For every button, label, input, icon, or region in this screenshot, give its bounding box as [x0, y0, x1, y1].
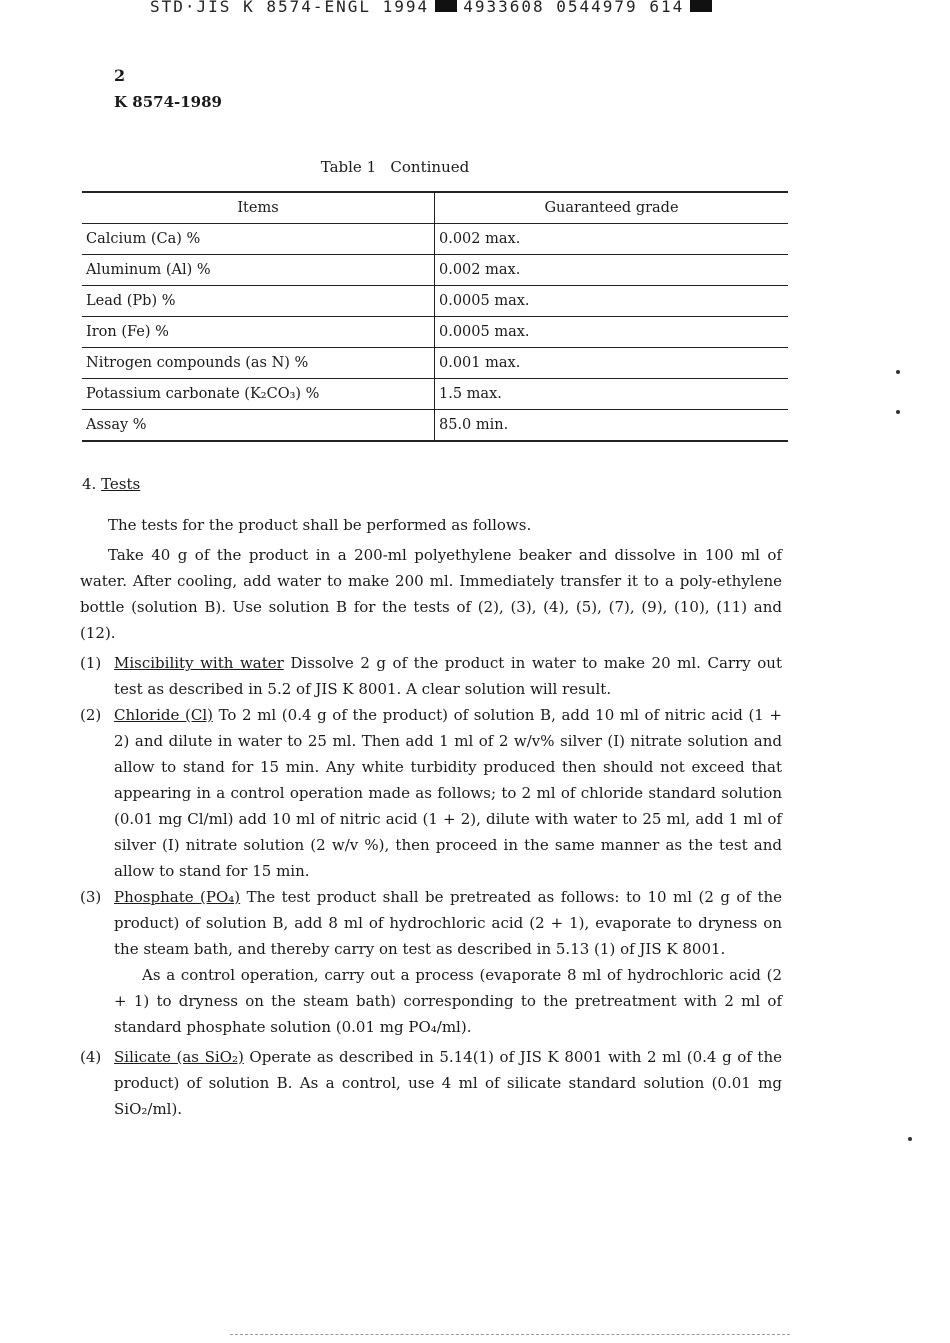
item-number: (2)	[80, 706, 102, 724]
table-row	[82, 348, 788, 379]
section-heading	[82, 475, 140, 493]
intro-paragraph: The tests for the product shall be performed as follows.	[108, 516, 532, 534]
item-cell: Nitrogen compounds (as N) %	[82, 348, 435, 379]
header-right-code: 4933608 0544979 614	[463, 0, 685, 14]
section-number: 4.	[82, 475, 97, 493]
table-row	[82, 410, 788, 442]
page-number: 2	[114, 66, 126, 85]
item-text: Operate as described in 5.14(1) of JIS K 8001 with 2 ml (0.4 g of the product) of solution B. As a control, use 4 ml of silicate standard solution (0.01 mg SiO₂/ml).	[114, 1048, 783, 1118]
scan-speck	[896, 370, 900, 374]
item-title: Phosphate (PO₄)	[114, 888, 241, 906]
item-number: (1)	[80, 654, 102, 672]
item-title: Miscibility with water	[114, 654, 284, 672]
header-left-code: STD·JIS K 8574-ENGL 1994	[150, 0, 430, 14]
grade-cell: 0.002 max.	[435, 224, 789, 255]
item-text: Dissolve 2 g of the product in water to make 20 ml. Carry out test as described in 5.2 of JIS K 8001. A clear solution will result.	[114, 654, 782, 698]
item-text: The test product shall be pretreated as follows: to 10 ml (2 g of the product) of solution B, add 8 ml of hydrochloric acid (2 + 1), evaporate to dryness on the steam bath, and thereby carry on test as described in 5.13 (1) of JIS K 8001.	[114, 888, 783, 958]
grade-cell: 0.0005 max.	[435, 317, 789, 348]
header-separator-block	[690, 0, 712, 12]
item-body	[114, 1044, 782, 1122]
table-row	[82, 317, 788, 348]
test-item-phosphate	[80, 884, 782, 962]
item-cell: Aluminum (Al) %	[82, 255, 435, 286]
item-title: Chloride (Cl)	[114, 706, 213, 724]
grade-cell: 85.0 min.	[435, 410, 789, 442]
grade-cell: 1.5 max.	[435, 379, 789, 410]
footer-scan-artifact	[230, 1334, 790, 1339]
test-item-miscibility	[80, 650, 782, 702]
item-number: (3)	[80, 888, 102, 906]
test-item-silicate	[80, 1044, 782, 1122]
scan-speck	[896, 410, 900, 414]
item-body	[114, 702, 782, 884]
header-separator-block	[435, 0, 457, 12]
item-cell: Assay %	[82, 410, 435, 442]
phosphate-control-paragraph: As a control operation, carry out a process (evaporate 8 ml of hydrochloric acid (2 + 1) to dryness on the steam bath) corresponding to the pretreatment with 2 ml of standard phosphate solution (0.01 mg PO₄/ml).	[114, 966, 782, 1036]
item-cell: Iron (Fe) %	[82, 317, 435, 348]
grade-cell: 0.002 max.	[435, 255, 789, 286]
scan-speck	[908, 1137, 912, 1141]
table-row	[82, 224, 788, 255]
table-row	[82, 255, 788, 286]
item-cell: Calcium (Ca) %	[82, 224, 435, 255]
table-row	[82, 379, 788, 410]
item-body	[114, 650, 782, 702]
item-title: Silicate (as SiO₂)	[114, 1048, 244, 1066]
column-header-grade: Guaranteed grade	[435, 192, 789, 224]
section-title: Tests	[101, 475, 141, 493]
table-header-row	[82, 192, 788, 224]
item-text: To 2 ml (0.4 g of the product) of solution B, add 10 ml of nitric acid (1 + 2) and dilute in water to 25 ml. Then add 1 ml of 2 w/v% silver (I) nitrate solution and allow to stand for 15 min. Any white turbidity produced then should not exceed that appearing in a control operation made as follows; to 2 ml of chloride standard solution (0.01 mg Cl/ml) add 10 ml of nitric acid (1 + 2), dilute with water to 25 ml, add 1 ml of silver (I) nitrate solution (2 w/v %), then proceed in the same manner as the test and allow to stand for 15 min.	[114, 706, 782, 880]
standard-code: K 8574-1989	[114, 93, 222, 111]
column-header-items: Items	[82, 192, 435, 224]
test-item-chloride	[80, 702, 782, 884]
item-cell: Potassium carbonate (K₂CO₃) %	[82, 379, 435, 410]
item-number: (4)	[80, 1048, 102, 1066]
item-body	[114, 884, 782, 962]
tests-body	[80, 512, 782, 1122]
item-cell: Lead (Pb) %	[82, 286, 435, 317]
grade-cell: 0.0005 max.	[435, 286, 789, 317]
solution-b-paragraph: Take 40 g of the product in a 200-ml polyethylene beaker and dissolve in 100 ml of water. After cooling, add water to make 200 ml. Immediately transfer it to a poly-ethylene bottle (solution B). Use solution B for the tests of (2), (3), (4), (5), (7), (9), (10), (11) and (12).	[80, 546, 782, 642]
grade-cell: 0.001 max.	[435, 348, 789, 379]
table-row	[82, 286, 788, 317]
table-caption: Table 1 Continued	[320, 158, 470, 176]
scan-header	[150, 0, 750, 14]
specification-table	[82, 191, 788, 442]
